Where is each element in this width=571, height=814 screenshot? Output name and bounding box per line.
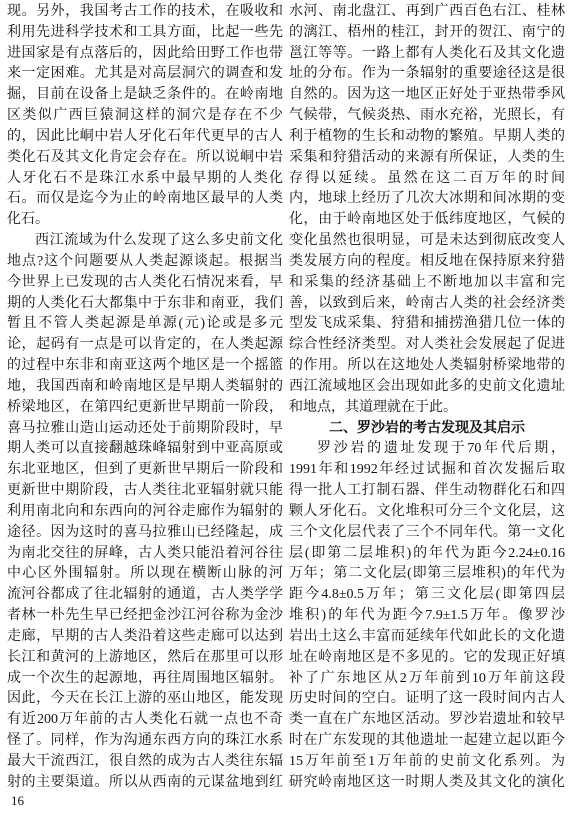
text-line: 址的分布。作为一条辐射的重要途径这是很 (289, 66, 565, 82)
text-line: 自然的。因为这一地区正好处于亚热带季风 (289, 87, 565, 103)
text-line: 堆积)的年代为距今7.9±1.5万年。像罗沙 (289, 608, 565, 624)
text-line: 的漓江、梧州的桂江，封开的贺江、南宁的 (289, 24, 565, 40)
text-line: 流河谷都成了往北辐射的通道，古人类学学 (7, 587, 283, 603)
paragraph (289, 2, 565, 419)
page-number: 16 (11, 793, 24, 808)
text-line: 15万年前至1万年前的史前文化系列。为 (289, 753, 565, 769)
text-line: 掘，目前在设备上是缺乏条件的。在岭南地 (7, 87, 283, 103)
text-line: 岩出土这么丰富而延续年代如此长的文化遗 (289, 628, 565, 644)
text-line: 1991年和1992年经过试掘和首次发掘后取 (289, 462, 565, 478)
text-line: 石。而仅是迄今为止的岭南地区最早的人类 (7, 191, 283, 207)
text-line: 今世界上已发现的古人类化石情况来看，早 (7, 274, 283, 290)
text-line: 有近200万年前的古人类化石就一点也不奇 (7, 712, 283, 728)
text-line: 桥梁地区，在第四纪更新世早期前一阶段， (7, 399, 283, 415)
text-line: 化石。 (7, 212, 49, 228)
text-line: 利于植物的生长和动物的繁殖。早期人类的 (289, 128, 565, 144)
right-column (289, 2, 565, 793)
text-line: 类发展方向的程度。相反地在保持原来狩猎 (289, 253, 565, 269)
text-line: 射的主要渠道。所以从西南的元谋盆地到红 (7, 774, 283, 790)
text-line: 者林一朴先生早已经把金沙江河谷称为金沙 (7, 608, 283, 624)
text-line: 的作用。所以在这地处人类辐射桥梁地带的 (289, 358, 565, 374)
text-line: 途径。因为这时的喜马拉雅山已经隆起，成 (7, 524, 283, 540)
text-line: 人牙化石不是珠江水系中最早期的人类化 (7, 170, 283, 186)
text-line: 期人类可以直接翻越珠峰辐射到中亚高原或 (7, 441, 283, 457)
text-line: 为南北交往的屏峰，古人类只能沿着河谷往 (7, 545, 283, 561)
text-line: 地，我国西南和岭南地区是早期人类辐射的 (7, 378, 283, 394)
text-line: 东北亚地区，但到了更新世早期后一阶段和 (7, 462, 283, 478)
text-line: 址在岭南地区是不多见的。它的发现正好填 (289, 649, 565, 665)
text-line: 期的人类化石大都集中于东非和南亚，我们 (7, 295, 283, 311)
text-line: 颗人牙化石。文化堆积可分三个文化层，这 (289, 503, 565, 519)
text-line: 论，起码有一点是可以肯定的，在人类起源 (7, 337, 283, 353)
text-line: 研究岭南地区这一时期人类及其文化的演化 (289, 774, 565, 790)
text-line: 三个文化层代表了三个不同年代。第一文化 (289, 524, 565, 540)
text-line: 的过程中东非和南亚这两个地区是一个摇篮 (7, 358, 283, 374)
text-line: 最大干流西江，很自然的成为古人类往东辐 (7, 753, 283, 769)
text-line: 现。另外，我国考古工作的技术，在吸收和 (7, 4, 283, 19)
text-line: 更新世中期阶段，古人类往北亚辐射就只能 (7, 483, 283, 499)
text-line: 来一定困难。尤其是对高层洞穴的调查和发 (7, 66, 283, 82)
text-line: 罗沙岩的遗址发现于70年代后期， (317, 441, 565, 457)
text-line: 类化石及其文化肯定会存在。所以说峒中岩 (7, 149, 283, 165)
text-line: 邕江等等。一路上都有人类化石及其文化遗 (289, 45, 565, 61)
text-line: 化，由于岭南地区处于低纬度地区，气候的 (289, 212, 565, 228)
paragraph (7, 231, 283, 793)
text-line: 进国家是有点落后的，因此给田野工作也带 (7, 45, 283, 61)
text-line: 怪了。同样，作为沟通东西方向的珠江水系 (7, 732, 283, 748)
text-line: 西江流域地区会出现如此多的史前文化遗址 (289, 378, 565, 394)
text-line: 利用南北向和东西向的河谷走廊作为辐射的 (7, 503, 283, 519)
text-line: 层(即第二层堆积)的年代为距今2.24±0.16 (289, 545, 565, 561)
text-line: 区类似广西巨猿洞这样的洞穴是存在不少 (7, 108, 283, 124)
text-line: 西江流域为什么发现了这么多史前文化 (35, 233, 283, 249)
text-line: 得一批人工打制石器、伴生动物群化石和四 (289, 483, 565, 499)
text-line: 善，以致到后来，岭南古人类的社会经济类 (289, 295, 565, 311)
text-line: 暂且不管人类起源是单源(元)论或是多元 (7, 316, 283, 332)
text-line: 长江和黄河的上游地区，然后在那里可以形 (7, 649, 283, 665)
text-line: 万年；第二文化层(即第三层堆积)的年代为 (289, 566, 565, 582)
text-line: 喜马拉雅山造山运动还处于前期阶段时，早 (7, 420, 283, 436)
paragraph (7, 2, 283, 231)
text-line: 地点?这个问题要从人类起源谈起。根据当 (7, 253, 283, 269)
text-line: 成一个次生的起源地，再往周围地区辐射。 (7, 670, 283, 686)
text-line: 的，因此比峒中岩人牙化石年代更早的古人 (7, 128, 283, 144)
text-line: 型发飞成采集、狩猎和捕捞渔猎几位一体的 (289, 316, 565, 332)
text-line: 变化虽然也很明显，可是未达到彻底改变人 (289, 233, 565, 249)
text-line: 内，地球上经历了几次大冰期和间冰期的变 (289, 191, 565, 207)
text-line: 时在广东发现的其他遗址一起建立起以距今 (289, 732, 565, 748)
text-line: 补了广东地区从2万年前到10万年前这段 (289, 670, 565, 686)
text-line: 利用先进科学技术和工具方面，比起一些先 (7, 24, 283, 40)
text-line: 类一直在广东地区活动。罗沙岩遗址和较早 (289, 712, 565, 728)
text-line: 水河、南北盘江、再到广西百色右江、桂林 (289, 4, 565, 19)
text-line: 和地点，其道理就在于此。 (289, 399, 457, 415)
text-line: 距今4.8±0.5万年；第三文化层(即第四层 (289, 587, 565, 603)
text-line: 采集和狩猎活动的来源有所保证，人类的生 (289, 149, 565, 165)
text-line: 因此，今天在长江上游的巫山地区，能发现 (7, 691, 283, 707)
text-line: 走廊，早期的古人类沿着这些走廊可以达到 (7, 628, 283, 644)
left-column (7, 2, 283, 793)
text-line: 气候带，气候炎热、雨水充裕，光照长，有 (289, 108, 565, 124)
paragraph (289, 439, 565, 793)
text-line: 中心区外围辐射。所以现在横断山脉的河 (7, 566, 283, 582)
text-line: 和采集的经济基础上不断地加以丰富和完 (289, 274, 565, 290)
text-line: 综合性经济类型。对人类社会发展起了促进 (289, 337, 565, 353)
text-line: 历史时间的空白。证明了这一段时间内古人 (289, 691, 565, 707)
section-heading: 二、罗沙岩的考古发现及其启示 (329, 420, 525, 436)
text-line: 存得以延续。虽然在这二百万年的时间 (289, 170, 565, 186)
